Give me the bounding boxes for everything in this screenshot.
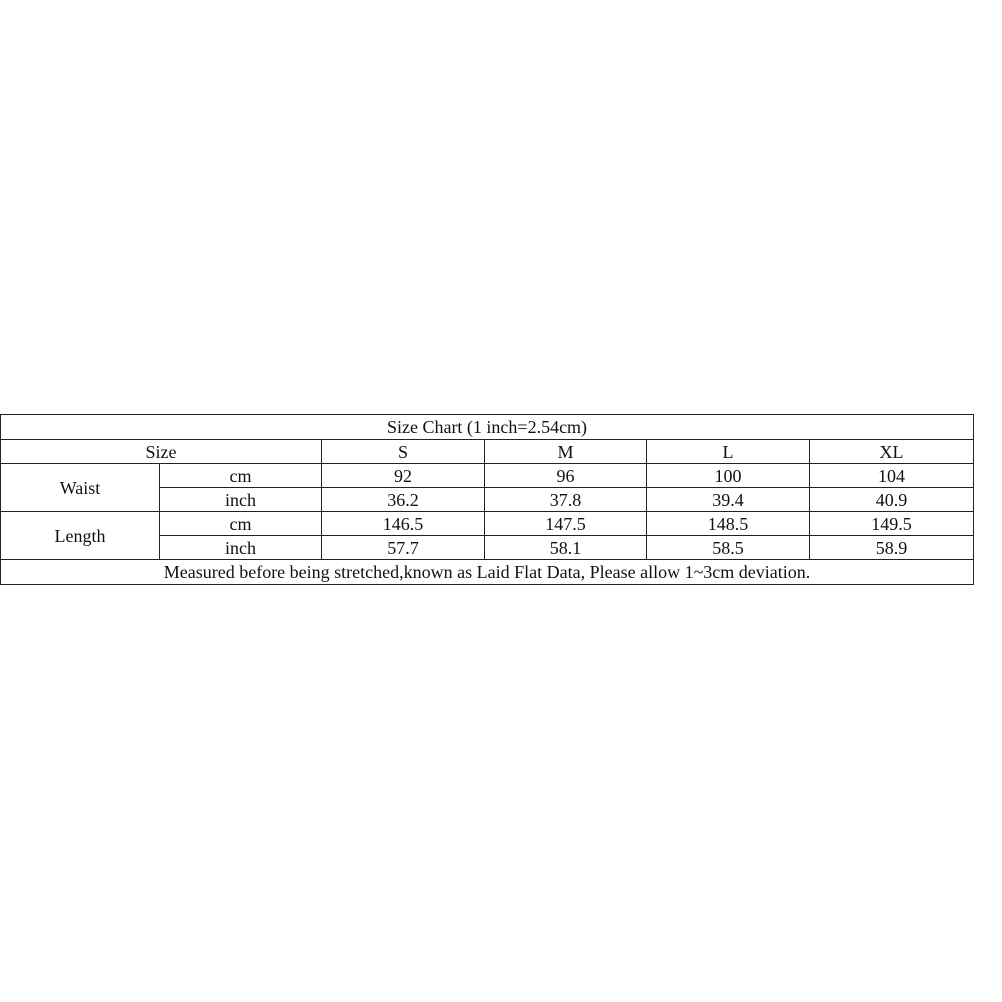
footer-row bbox=[1, 560, 974, 585]
waist-inch-xl: 40.9 bbox=[810, 488, 974, 512]
waist-inch-unit: inch bbox=[160, 488, 322, 512]
length-cm-l: 148.5 bbox=[647, 512, 810, 536]
size-chart-container bbox=[0, 414, 973, 585]
waist-cm-m: 96 bbox=[485, 464, 647, 488]
size-header: Size bbox=[1, 440, 322, 464]
waist-cm-row bbox=[1, 464, 974, 488]
length-label: Length bbox=[1, 512, 160, 560]
length-cm-xl: 149.5 bbox=[810, 512, 974, 536]
length-inch-xl: 58.9 bbox=[810, 536, 974, 560]
waist-cm-l: 100 bbox=[647, 464, 810, 488]
waist-cm-unit: cm bbox=[160, 464, 322, 488]
length-inch-l: 58.5 bbox=[647, 536, 810, 560]
waist-label: Waist bbox=[1, 464, 160, 512]
waist-inch-s: 36.2 bbox=[322, 488, 485, 512]
size-chart-table bbox=[0, 414, 974, 585]
footer-note: Measured before being stretched,known as Laid Flat Data, Please allow 1~3cm deviation. bbox=[1, 560, 974, 585]
waist-cm-xl: 104 bbox=[810, 464, 974, 488]
size-s-header: S bbox=[322, 440, 485, 464]
waist-cm-s: 92 bbox=[322, 464, 485, 488]
size-l-header: L bbox=[647, 440, 810, 464]
title-row bbox=[1, 415, 974, 440]
length-cm-m: 147.5 bbox=[485, 512, 647, 536]
size-m-header: M bbox=[485, 440, 647, 464]
length-cm-unit: cm bbox=[160, 512, 322, 536]
length-inch-s: 57.7 bbox=[322, 536, 485, 560]
length-cm-s: 146.5 bbox=[322, 512, 485, 536]
waist-inch-m: 37.8 bbox=[485, 488, 647, 512]
size-xl-header: XL bbox=[810, 440, 974, 464]
length-inch-unit: inch bbox=[160, 536, 322, 560]
length-inch-m: 58.1 bbox=[485, 536, 647, 560]
length-cm-row bbox=[1, 512, 974, 536]
waist-inch-l: 39.4 bbox=[647, 488, 810, 512]
chart-title: Size Chart (1 inch=2.54cm) bbox=[1, 415, 974, 440]
header-row bbox=[1, 440, 974, 464]
